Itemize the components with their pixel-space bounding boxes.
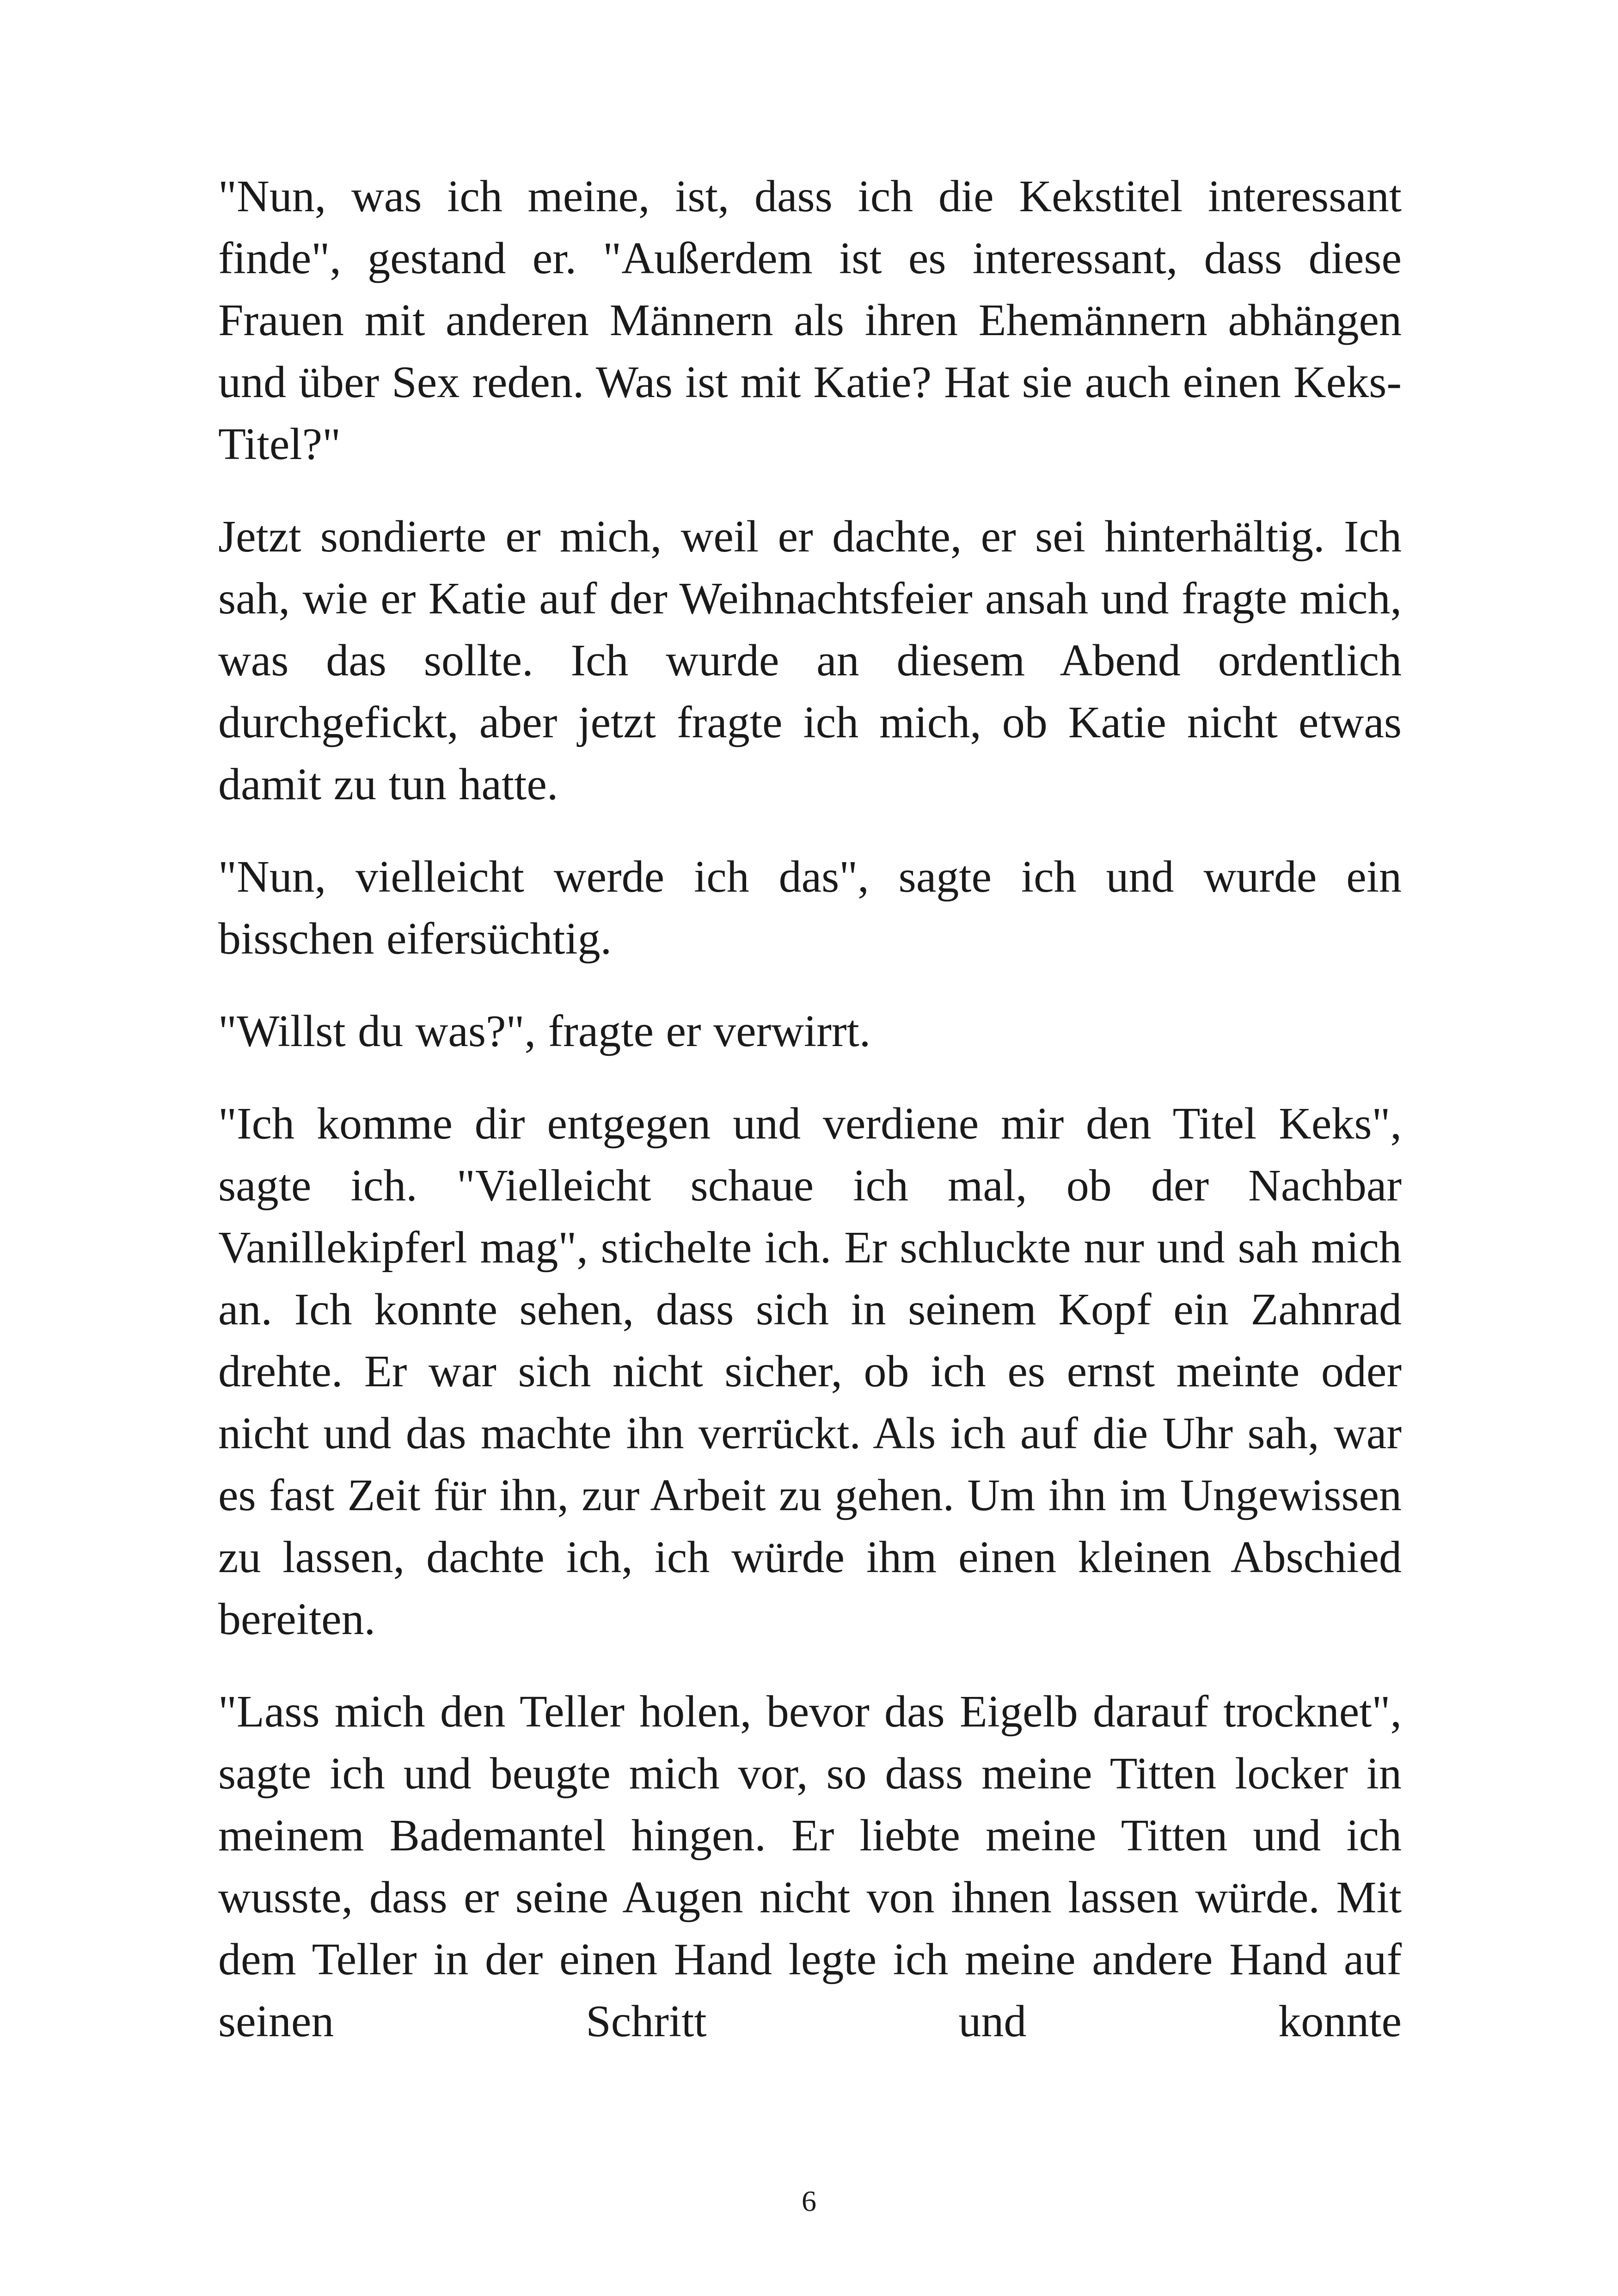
paragraph-2: Jetzt sondierte er mich, weil er dachte, er sei hinterhältig. Ich sah, wie er Katie auf der Weihnachtsfeier ansah und fragte mich, was das sollte. Ich wurde an diesem Abend ordentlich durchgefickt, aber jetzt fragte ich mich, ob Katie nicht etwas damit zu tun hatte. (218, 512, 1402, 809)
paragraph-6: "Lass mich den Teller holen, bevor das Eigelb darauf trocknet", sagte ich und beugte mich vor, so dass meine Titten locker in meinem Bademantel hingen. Er liebte meine Titten und ich wusste, dass er seine Augen nicht von ihnen lassen würde. Mit dem Teller in der einen Hand legte ich meine andere Hand auf seinen Schritt und konnte (218, 1687, 1402, 2046)
paragraph-5: "Ich komme dir entgegen und verdiene mir den Titel Keks", sagte ich. "Vielleicht schaue ich mal, ob der Nachbar Vanillekipferl mag", stichelte ich. Er schluckte nur und sah mich an. Ich konnte sehen, dass sich in seinem Kopf ein Zahnrad drehte. Er war sich nicht sicher, ob ich es ernst meinte oder nicht und das machte ihn verrückt. Als ich auf die Uhr sah, war es fast Zeit für ihn, zur Arbeit zu gehen. Um ihn im Ungewissen zu lassen, dachte ich, ich würde ihm einen kleinen Abschied bereiten. (218, 1099, 1402, 1644)
paragraph-3: "Nun, vielleicht werde ich das", sagte ich und wurde ein bisschen eifersüchtig. (218, 852, 1402, 964)
body-text (218, 165, 1402, 2052)
page-number: 6 (802, 2185, 816, 2217)
paragraph-4: "Willst du was?", fragte er verwirrt. (218, 1006, 871, 1056)
paragraph-1: "Nun, was ich meine, ist, dass ich die Kekstitel interessant finde", gestand er. "Außerdem ist es interessant, dass diese Frauen mit anderen Männern als ihren Ehemännern abhängen und über Sex reden. Was ist mit Katie? Hat sie auch einen Keks-Titel?" (218, 171, 1402, 469)
